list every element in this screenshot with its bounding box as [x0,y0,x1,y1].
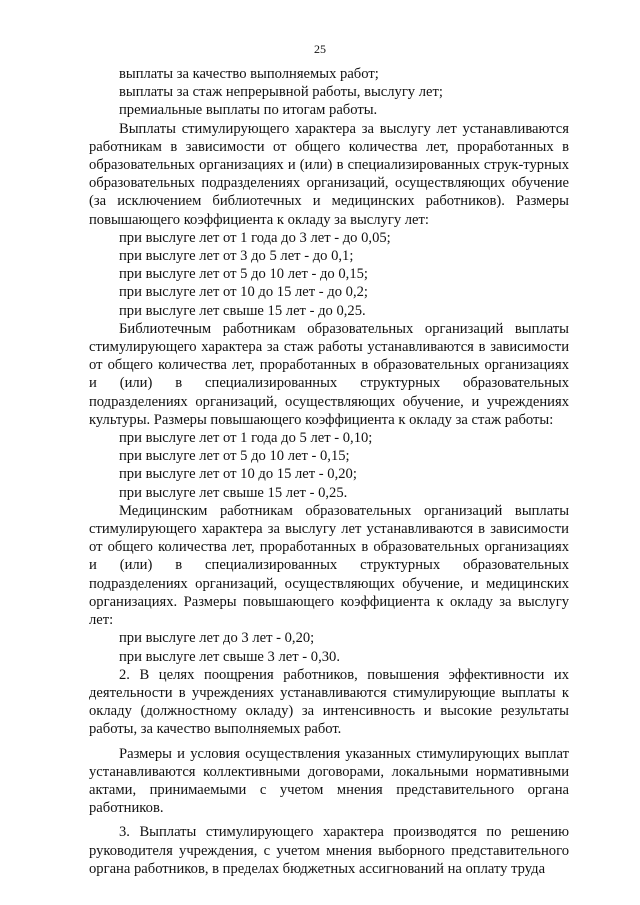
paragraph: Размеры и условия осуществления указанных стимулирующих выплат устанавливаются коллективными договорами, локальными нормативными актами, принимаемыми с учетом мнения представительного органа работников. [89,745,569,817]
list-item: при выслуге лет от 5 до 10 лет - 0,15; [119,448,350,465]
list-item: премиальные выплаты по итогам работы. [119,102,378,119]
document-body [89,65,569,878]
paragraph: Медицинским работникам образовательных организаций выплаты стимулирующего характера за выслугу лет устанавливаются в зависимости от общего количества лет, проработанных в образовательных организациях и (или) в специализированных структурных образовательных подразделениях организаций, осуществляющих обучение, и медицинских организациях. Размеры повышающего коэффициента к окладу за выслугу лет: [89,502,569,629]
list-item: выплаты за стаж непрерывной работы, выслугу лет; [119,84,443,101]
list-item: при выслуге лет до 3 лет - 0,20; [119,630,315,647]
list-item: при выслуге лет свыше 15 лет - 0,25. [119,484,348,501]
paragraph: 3. Выплаты стимулирующего характера производятся по решению руководителя учреждения, с учетом мнения выборного представительного органа работников, в пределах бюджетных ассигнований на оплату труда [89,824,569,877]
paragraph: 2. В целях поощрения работников, повышения эффективности их деятельности в учреждениях устанавливаются стимулирующие выплаты к окладу (должностному окладу) за интенсивность и высокие результаты работы, за качество выполняемых работ. [89,666,569,738]
list-item: при выслуге лет от 1 года до 3 лет - до 0,05; [119,229,391,246]
list-item: при выслуге лет от 5 до 10 лет - до 0,15; [119,266,368,283]
list-item: при выслуге лет от 3 до 5 лет - до 0,1; [119,248,354,265]
page-number: 25 [314,42,326,56]
list-item: при выслуге лет от 10 до 15 лет - 0,20; [119,466,357,483]
list-item: при выслуге лет от 1 года до 5 лет - 0,10; [119,430,373,447]
list-item: при выслуге лет свыше 15 лет - до 0,25. [119,302,366,319]
list-item: при выслуге лет от 10 до 15 лет - до 0,2; [119,284,368,301]
paragraph: Выплаты стимулирующего характера за выслугу лет устанавливаются работникам в зависимости от общего количества лет, проработанных в образовательных организациях и (или) в специализированных струк-турных образовательных подразделениях организаций, осуществляющих обучение (за исключением библиотечных и медицинских работников). Размеры повышающего коэффициента к окладу за выслугу лет: [89,120,569,228]
paragraph: Библиотечным работникам образовательных организаций выплаты стимулирующего характера за стаж работы устанавливаются в зависимости от общего количества лет, проработанных в образовательных организациях и (или) в специализированных структурных образовательных подразделениях организаций, осуществляющих обучение, и учреждениях культуры. Размеры повышающего коэффициента к окладу за стаж работы: [89,320,569,428]
list-item: выплаты за качество выполняемых работ; [119,66,379,82]
list-item: при выслуге лет свыше 3 лет - 0,30. [119,648,340,665]
